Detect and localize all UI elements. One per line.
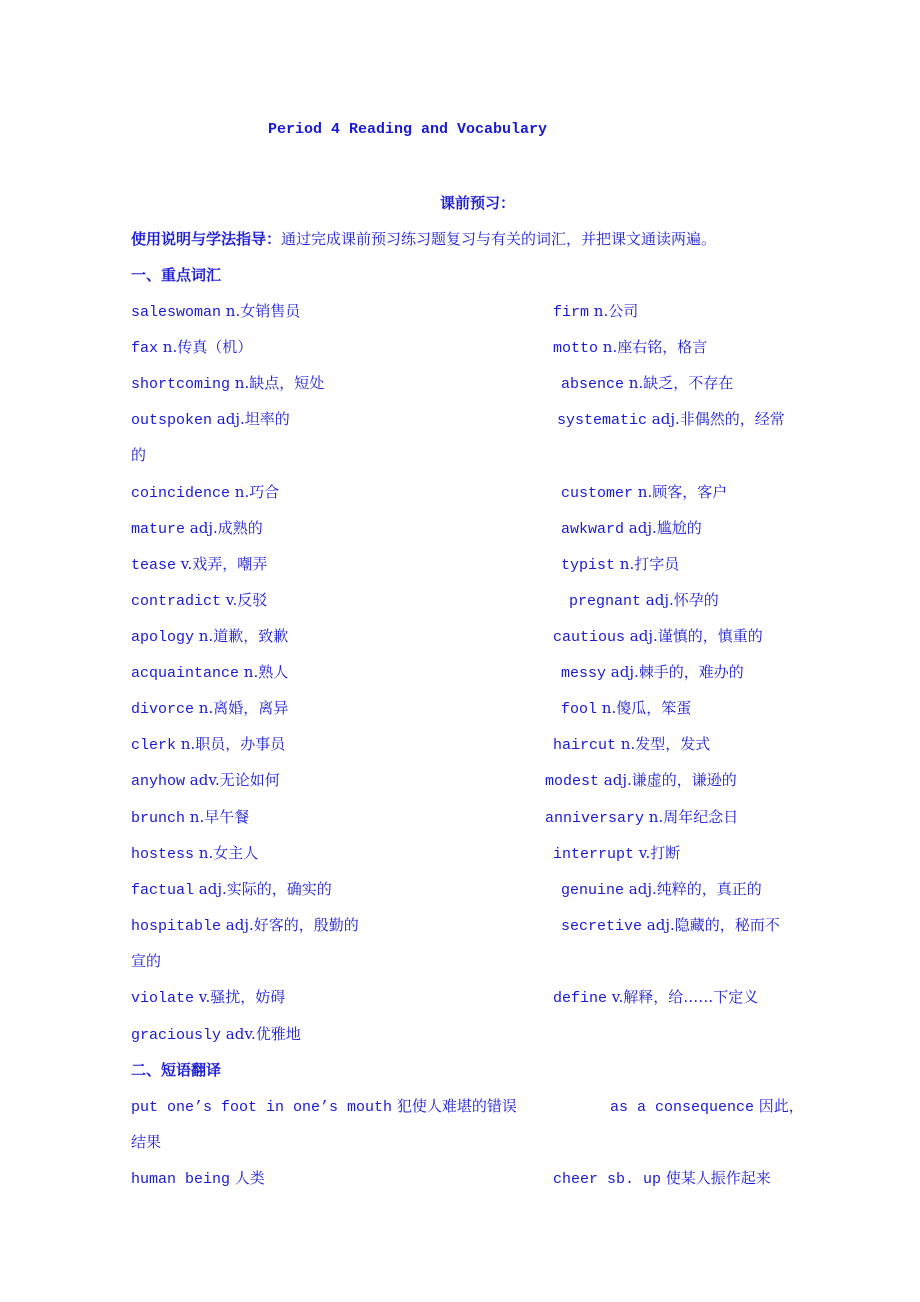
vocab-meaning: adj.非偶然的，经常: [647, 410, 785, 428]
vocab-right: [557, 409, 785, 431]
vocab-meaning: v.戏弄，嘲弄: [176, 555, 268, 573]
phrase-meaning: 因此，: [754, 1097, 804, 1115]
instruction-label: 使用说明与学法指导：: [131, 230, 282, 248]
section-heading-phrases: 二、短语翻译: [131, 1061, 222, 1079]
vocab-left: [131, 626, 288, 648]
subtitle: 课前预习：: [440, 194, 516, 212]
vocab-right: [561, 554, 679, 576]
vocab-word: modest: [545, 773, 600, 790]
vocab-left: [131, 807, 249, 829]
vocab-right: [569, 590, 719, 612]
vocab-word: tease: [131, 557, 177, 574]
vocab-meaning: n.熟人: [239, 663, 289, 681]
vocab-left: [131, 915, 359, 937]
vocab-word: hostess: [131, 846, 195, 863]
vocab-meaning: n.周年纪念日: [644, 808, 739, 826]
vocab-word: customer: [561, 485, 634, 502]
phrase-meaning: 犯使人难堪的错误: [392, 1097, 517, 1115]
vocab-meaning: v.解释，给……下定义: [607, 988, 759, 1006]
vocab-meaning: adv.无论如何: [185, 771, 280, 789]
vocab-left: [131, 554, 267, 576]
vocab-right: [561, 662, 744, 684]
phrase-text: put one’s foot in one’s mouth: [131, 1099, 393, 1116]
phrase-continuation: [131, 1132, 161, 1152]
vocab-right: [553, 337, 707, 359]
vocab-meaning: adj.纯粹的，真正的: [624, 880, 762, 898]
vocab-left: [131, 482, 279, 504]
vocab-word: brunch: [131, 810, 186, 827]
vocab-word: define: [553, 990, 608, 1007]
vocab-right: [553, 301, 638, 323]
vocab-word: secretive: [561, 918, 643, 935]
vocab-left: [131, 301, 300, 323]
vocab-left: [131, 987, 285, 1009]
phrase-left: [131, 1096, 517, 1118]
vocab-left: [131, 409, 290, 431]
vocab-right: [561, 698, 691, 720]
vocab-meaning: adj.怀孕的: [641, 591, 719, 609]
vocab-meaning: adj.棘手的，难办的: [606, 663, 744, 681]
vocab-meaning: n.女主人: [194, 844, 259, 862]
vocab-right: [561, 879, 762, 901]
vocab-meaning: n.缺乏，不存在: [624, 374, 734, 392]
vocab-meaning: adj.好客的，殷勤的: [221, 916, 359, 934]
vocab-word: motto: [553, 340, 599, 357]
vocab-meaning: n.传真（机）: [158, 338, 253, 356]
vocab-meaning: adj.谨慎的，慎重的: [625, 627, 763, 645]
vocab-word: absence: [561, 376, 625, 393]
vocab-word: genuine: [561, 882, 625, 899]
vocab-meaning: adj.尴尬的: [624, 519, 702, 537]
vocab-meaning: n.离婚，离异: [194, 699, 289, 717]
vocab-right: [561, 482, 727, 504]
vocab-word: anyhow: [131, 773, 186, 790]
vocab-word: pregnant: [569, 593, 642, 610]
vocab-word: systematic: [557, 412, 648, 429]
vocab-continuation: [131, 951, 161, 971]
phrase-text: 结果: [131, 1133, 162, 1151]
vocab-right: [561, 915, 780, 937]
vocab-left: [131, 518, 263, 540]
vocab-word: contradict: [131, 593, 222, 610]
vocab-meaning: n.女销售员: [221, 302, 301, 320]
vocab-word: factual: [131, 882, 195, 899]
vocab-left: [131, 662, 288, 684]
vocab-word: messy: [561, 665, 607, 682]
vocab-meaning: n.职员，办事员: [176, 735, 286, 753]
vocab-left: [131, 1024, 301, 1046]
phrase-right: [610, 1096, 804, 1118]
instruction: [131, 229, 716, 249]
vocab-left: [131, 373, 324, 395]
vocab-word: clerk: [131, 737, 177, 754]
vocab-meaning: n.顾客，客户: [633, 483, 728, 501]
vocab-left: [131, 590, 267, 612]
vocab-word: divorce: [131, 701, 195, 718]
vocab-meaning: n.傻瓜，笨蛋: [597, 699, 692, 717]
vocab-meaning: n.缺点，短处: [230, 374, 325, 392]
vocab-meaning: n.公司: [589, 302, 639, 320]
vocab-meaning: adj.成熟的: [185, 519, 263, 537]
vocab-left: [131, 698, 288, 720]
vocab-right: [553, 843, 680, 865]
page-title: Period 4 Reading and Vocabulary: [268, 121, 548, 138]
section-heading-vocab: 一、重点词汇: [131, 266, 222, 284]
vocab-meaning: n.座右铭，格言: [598, 338, 708, 356]
vocab-right: [561, 518, 702, 540]
vocab-continuation: [131, 445, 146, 465]
vocab-meaning: n.发型，发式: [616, 735, 711, 753]
vocab-word: shortcoming: [131, 376, 231, 393]
phrase-meaning: 人类: [230, 1169, 265, 1187]
vocab-word: interrupt: [553, 846, 635, 863]
phrase-left: [131, 1168, 265, 1190]
phrase-text: cheer sb. up: [553, 1171, 662, 1188]
vocab-word: apology: [131, 629, 195, 646]
vocab-word: 宣的: [131, 952, 162, 970]
vocab-meaning: v.打断: [634, 844, 681, 862]
vocab-meaning: adj.实际的，确实的: [194, 880, 332, 898]
vocab-left: [131, 770, 280, 792]
instruction-text: 通过完成课前预习练习题复习与有关的词汇，并把课文通读两遍。: [281, 230, 717, 248]
phrase-text: human being: [131, 1171, 231, 1188]
vocab-meaning: n.早午餐: [185, 808, 250, 826]
vocab-left: [131, 734, 285, 756]
vocab-word: haircut: [553, 737, 617, 754]
vocab-meaning: adv.优雅地: [221, 1025, 301, 1043]
vocab-meaning: n.巧合: [230, 483, 280, 501]
vocab-word: typist: [561, 557, 616, 574]
vocab-word: coincidence: [131, 485, 231, 502]
vocab-right: [545, 770, 737, 792]
vocab-meaning: n.道歉，致歉: [194, 627, 289, 645]
vocab-word: awkward: [561, 521, 625, 538]
vocab-meaning: v.反驳: [221, 591, 268, 609]
phrase-right: [553, 1168, 771, 1190]
vocab-meaning: adj.谦虚的，谦逊的: [599, 771, 737, 789]
vocab-right: [553, 626, 763, 648]
vocab-meaning: adj.坦率的: [212, 410, 290, 428]
vocab-word: saleswoman: [131, 304, 222, 321]
vocab-word: fax: [131, 340, 159, 357]
vocab-word: acquaintance: [131, 665, 240, 682]
vocab-word: anniversary: [545, 810, 645, 827]
phrase-meaning: 使某人振作起来: [661, 1169, 771, 1187]
vocab-word: fool: [561, 701, 598, 718]
vocab-left: [131, 879, 332, 901]
vocab-left: [131, 337, 252, 359]
vocab-word: 的: [131, 446, 147, 464]
vocab-right: [553, 987, 758, 1009]
vocab-word: hospitable: [131, 918, 222, 935]
vocab-word: cautious: [553, 629, 626, 646]
vocab-right: [553, 734, 710, 756]
vocab-word: violate: [131, 990, 195, 1007]
vocab-right: [545, 807, 738, 829]
vocab-word: mature: [131, 521, 186, 538]
phrase-text: as a consequence: [610, 1099, 755, 1116]
vocab-right: [561, 373, 733, 395]
vocab-meaning: v.骚扰，妨碍: [194, 988, 286, 1006]
vocab-word: firm: [553, 304, 590, 321]
vocab-meaning: adj.隐藏的，秘而不: [642, 916, 780, 934]
vocab-word: graciously: [131, 1027, 222, 1044]
vocab-meaning: n.打字员: [615, 555, 680, 573]
vocab-left: [131, 843, 258, 865]
vocab-word: outspoken: [131, 412, 213, 429]
